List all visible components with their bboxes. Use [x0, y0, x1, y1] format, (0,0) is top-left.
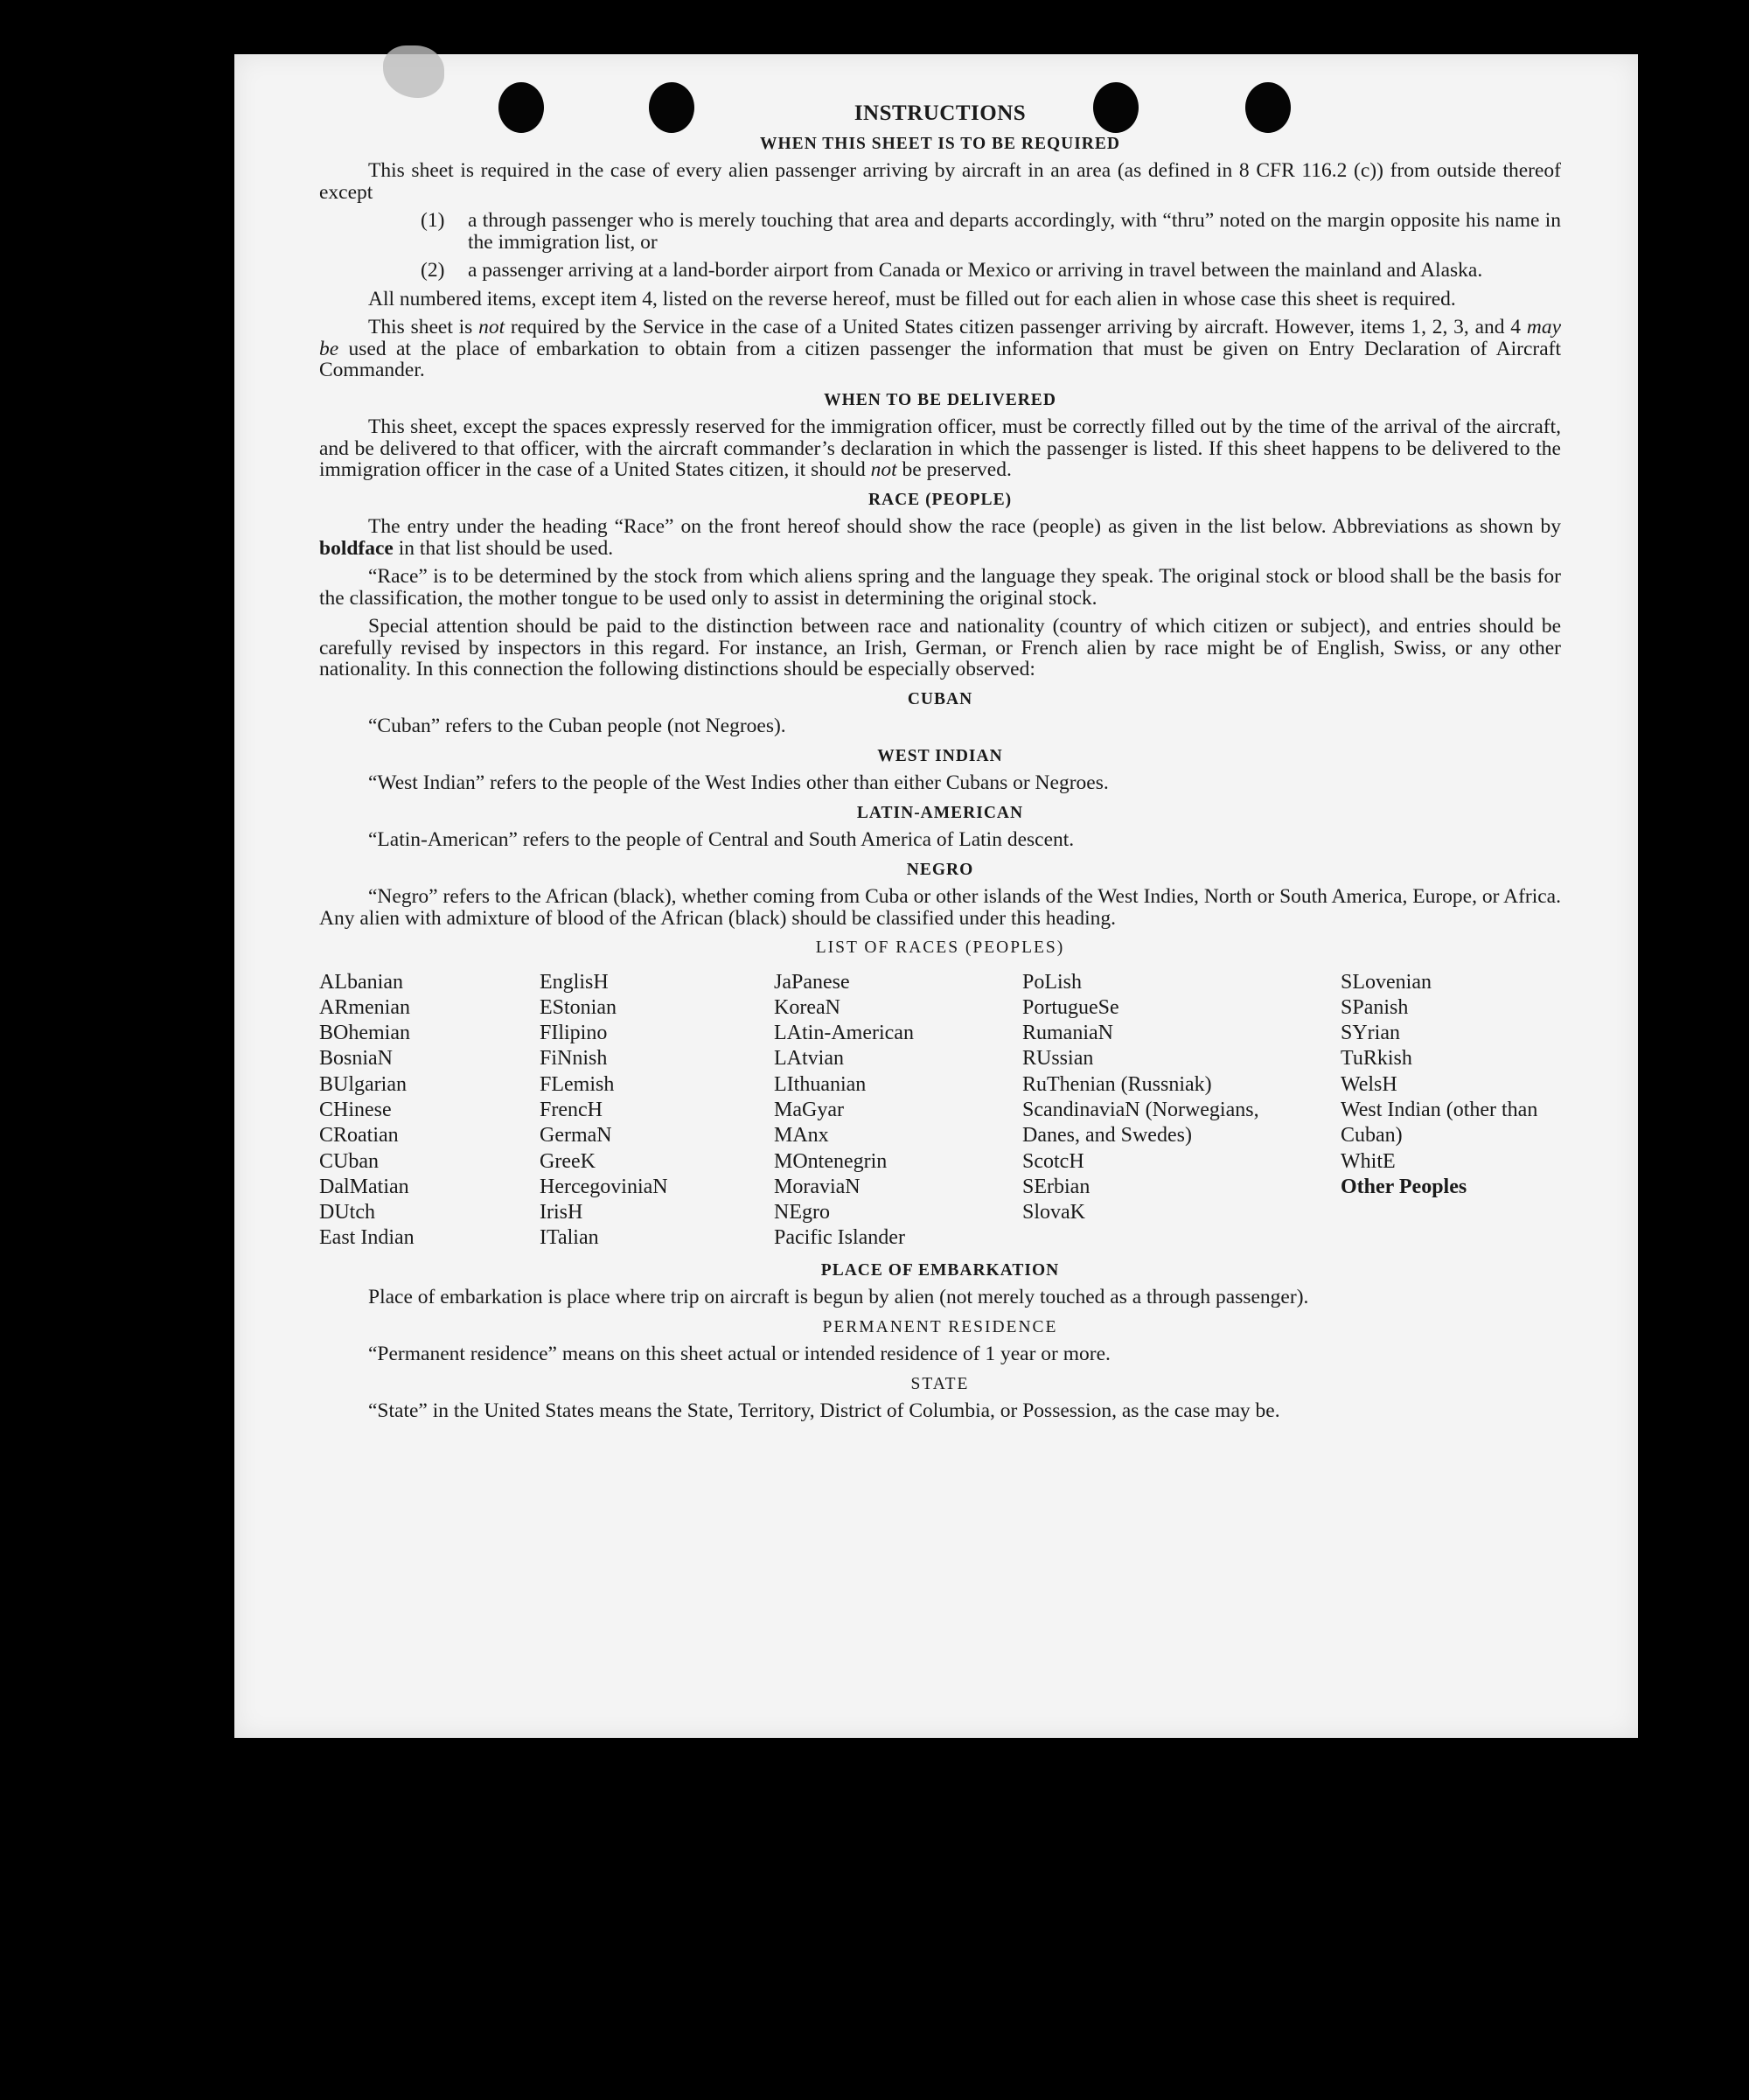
list-item: RUssian [1022, 1047, 1094, 1071]
list-item: RumaniaN [1022, 1022, 1113, 1045]
list-item: SlovaK [1022, 1201, 1085, 1224]
list-item: CUban [319, 1149, 379, 1173]
list-item: BOhemian [319, 1022, 410, 1045]
list-item: LAtvian [774, 1047, 844, 1071]
list-item: BosniaN [319, 1047, 393, 1071]
list-item: PoLish [1022, 970, 1083, 994]
list-item: LAtin-American [774, 1022, 914, 1045]
paragraph: All numbered items, except item 4, listed on the reverse hereof, must be filled out for each alien in whose case this sheet is required. [368, 287, 1456, 310]
list-item: SYrian [1341, 1022, 1400, 1045]
list-item: DUtch [319, 1201, 375, 1224]
list-item: SLovenian [1341, 970, 1432, 994]
list-item: CRoatian [319, 1124, 399, 1148]
list-item: Other Peoples [1341, 1175, 1467, 1198]
list-item: MoraviaN [774, 1175, 861, 1198]
list-heading: LIST OF RACES (PEOPLES) [815, 938, 1065, 957]
section-heading-residence: PERMANENT RESIDENCE [822, 1317, 1058, 1336]
section-heading-delivered: WHEN TO BE DELIVERED [824, 390, 1056, 409]
list-item: PortugueSe [1022, 995, 1119, 1019]
list-item: RuThenian (Russniak) [1022, 1072, 1212, 1096]
section-heading-negro: NEGRO [906, 860, 974, 879]
list-item: WhitE [1341, 1149, 1396, 1173]
races-column [319, 970, 540, 1252]
section-heading-cuban: CUBAN [907, 689, 973, 708]
list-item: Pacific Islander [774, 1226, 905, 1250]
list-item: NEgro [774, 1201, 830, 1224]
item-text: a passenger arriving at a land-border airport from Canada or Mexico or arriving in travel between the mainland and Alaska. [468, 259, 1483, 282]
list-item: MAnx [774, 1124, 829, 1148]
list-item: ALbanian [319, 970, 403, 994]
list-item: ARmenian [319, 995, 410, 1019]
paragraph: “State” in the United States means the State, Territory, District of Columbia, or Possession, as the case may be. [368, 1399, 1280, 1423]
paragraph: “Race” is to be determined by the stock from which aliens spring and the language they speak. The original stock or blood shall be the basis for the classification, the mother tongue to be used only to assist in determining the original stock. [319, 565, 1561, 610]
section-heading-embarkation: PLACE OF EMBARKATION [820, 1260, 1060, 1280]
section-heading-west-indian: WEST INDIAN [877, 746, 1003, 765]
document-sheet [234, 54, 1638, 1738]
races-list [319, 970, 1561, 1252]
list-item: SPanish [1341, 995, 1409, 1019]
section-heading-required: WHEN THIS SHEET IS TO BE REQUIRED [760, 134, 1120, 153]
list-item: ITalian [540, 1226, 599, 1250]
list-item: FIlipino [540, 1022, 608, 1045]
section-heading-latin-american: LATIN-AMERICAN [856, 803, 1024, 822]
list-item: FrencH [540, 1098, 603, 1121]
races-column [540, 970, 774, 1252]
paragraph: This sheet is not required by the Service in the case of a United States citizen passenger arriving by aircraft. However, items 1, 2, 3, and 4 may be used at the place of embarkation to obtain from a citizen passenger the information that must be given on Entry Declaration of Aircraft Commander. [319, 316, 1561, 381]
list-item: West Indian (other than Cuban) [1341, 1098, 1538, 1148]
paragraph: This sheet is required in the case of every alien passenger arriving by aircraft in an area (as defined in 8 CFR 116.2 (c)) from outside thereof except [319, 159, 1561, 204]
paragraph: Place of embarkation is place where trip on aircraft is begun by alien (not merely touched as a through passenger). [368, 1286, 1309, 1309]
list-item: IrisH [540, 1201, 583, 1224]
list-item [319, 260, 1561, 282]
section-heading-state: STATE [910, 1374, 970, 1393]
races-column [1022, 970, 1341, 1252]
list-item: SErbian [1022, 1175, 1091, 1198]
list-item: DalMatian [319, 1175, 409, 1198]
paragraph: “West Indian” refers to the people of the West Indies other than either Cubans or Negroes. [368, 771, 1109, 794]
page-title: INSTRUCTIONS [854, 101, 1027, 125]
list-item: WelsH [1341, 1072, 1397, 1096]
list-item: ScotcH [1022, 1149, 1084, 1173]
paragraph: The entry under the heading “Race” on the front hereof should show the race (people) as given in the list below. Abbreviations as shown by boldface in that list should be used. [319, 515, 1561, 560]
list-item: EStonian [540, 995, 617, 1019]
list-item: FiNnish [540, 1047, 608, 1071]
torn-corner [383, 45, 444, 98]
paragraph: “Permanent residence” means on this sheet actual or intended residence of 1 year or more. [368, 1343, 1111, 1366]
list-item: FLemish [540, 1072, 615, 1096]
list-item: CHinese [319, 1098, 392, 1121]
list-item [319, 210, 1561, 253]
list-item: JaPanese [774, 970, 850, 994]
item-text: a through passenger who is merely touching that area and departs accordingly, with “thru” noted on the margin opposite his name in the immigration list, or [468, 209, 1561, 254]
document-body [319, 98, 1561, 1429]
list-item: GermaN [540, 1124, 612, 1148]
list-item: MOntenegrin [774, 1149, 888, 1173]
paragraph: This sheet, except the spaces expressly reserved for the immigration officer, must be correctly filled out by the time of the arrival of the aircraft, and be delivered to that officer, with the aircraft commander’s declaration in which the passenger is listed. If this sheet happens to be delivered to the immigration officer in the case of a United States citizen, it should not be preserved. [319, 415, 1561, 481]
item-number: (1) [421, 209, 445, 232]
list-item: ScandinaviaN (Norwegians, Danes, and Swedes) [1022, 1098, 1259, 1148]
list-item: GreeK [540, 1149, 596, 1173]
list-item: EnglisH [540, 970, 609, 994]
list-item: TuRkish [1341, 1047, 1412, 1071]
paragraph: “Cuban” refers to the Cuban people (not Negroes). [368, 715, 786, 737]
section-heading-race: RACE (PEOPLE) [868, 490, 1013, 509]
races-column [774, 970, 1022, 1252]
list-item: KoreaN [774, 995, 840, 1019]
list-item: LIthuanian [774, 1072, 867, 1096]
paragraph: “Negro” refers to the African (black), whether coming from Cuba or other islands of the West Indies, North or South America, Europe, or Africa. Any alien with admixture of blood of the African (black) should be classified under this heading. [319, 885, 1561, 930]
paragraph: Special attention should be paid to the distinction between race and nationality (country of which citizen or subject), and entries should be carefully revised by inspectors in this regard. For instance, an Irish, German, or French alien by race might be of English, Swiss, or any other nationality. In this connection the following distinctions should be especially observed: [319, 615, 1561, 680]
item-number: (2) [421, 259, 445, 282]
races-column [1341, 970, 1561, 1252]
paragraph: “Latin-American” refers to the people of Central and South America of Latin descent. [368, 828, 1075, 851]
list-item: BUlgarian [319, 1072, 407, 1096]
list-item: MaGyar [774, 1098, 844, 1121]
list-item: East Indian [319, 1226, 415, 1250]
list-item: HercegoviniaN [540, 1175, 668, 1198]
